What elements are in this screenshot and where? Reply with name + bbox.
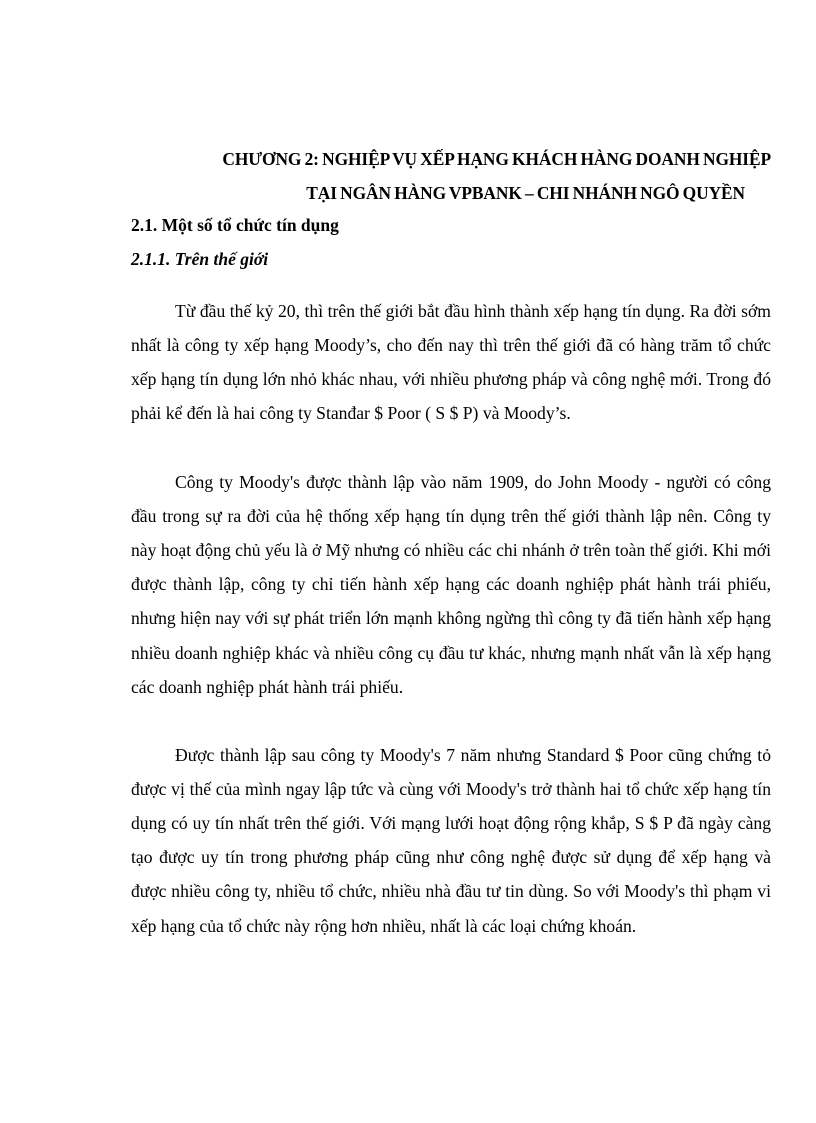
chapter-title-line-1: CHƯƠNG 2: NGHIỆP VỤ XẾP HẠNG KHÁCH HÀNG DOANH NGHIỆP xyxy=(222,149,771,169)
chapter-title xyxy=(131,142,771,210)
section-heading: 2.1. Một số tổ chức tín dụng xyxy=(131,215,339,235)
chapter-title-line-2: TẠI NGÂN HÀNG VPBANK – CHI NHÁNH NGÔ QUYỀN xyxy=(306,183,745,203)
paragraph-standard-poor: Được thành lập sau công ty Moody's 7 năm nhưng Standard $ Poor cũng chứng tỏ được vị thế của mình ngay lập tức và cùng với Moody's trở thành hai tổ chức xếp hạng tín dụng có uy tín nhất trên thế giới. Với mạng lưới hoạt động rộng khắp, S $ P đã ngày càng tạo được uy tín trong phương pháp cũng như công nghệ được sử dụng để xếp hạng và được nhiều công ty, nhiều tổ chức, nhiều nhà đầu tư tin dùng. So với Moody's thì phạm vi xếp hạng của tổ chức này rộng hơn nhiều, nhất là các loại chứng khoán. xyxy=(131,744,771,936)
subsection-heading: 2.1.1. Trên thế giới xyxy=(131,249,269,269)
paragraph-intro: Từ đầu thế kỷ 20, thì trên thế giới bắt đầu hình thành xếp hạng tín dụng. Ra đời sớm nhất là công ty xếp hạng Moody’s, cho đến nay thì trên thế giới đã có hàng trăm tổ chức xếp hạng tín dụng lớn nhỏ khác nhau, với nhiều phương pháp và công nghệ mới. Trong đó phải kể đến là hai công ty Stanđar $ Poor ( S $ P) và Moody’s. xyxy=(131,300,771,424)
paragraph-moodys: Công ty Moody's được thành lập vào năm 1909, do John Moody - người có công đầu trong sự ra đời của hệ thống xếp hạng tín dụng trên thế giới thành lập nên. Công ty này hoạt động chủ yếu là ở Mỹ nhưng có nhiều các chi nhánh ở trên toàn thế giới. Khi mới được thành lập, công ty chỉ tiến hành xếp hạng các doanh nghiệp phát hành trái phiếu, nhưng hiện nay với sự phát triển lớn mạnh không ngừng thì công ty đã tiến hành xếp hạng nhiều doanh nghiệp khác và nhiều công cụ đầu tư khác, nhưng mạnh nhất vẫn là xếp hạng các doanh nghiệp phát hành trái phiếu. xyxy=(131,471,771,697)
